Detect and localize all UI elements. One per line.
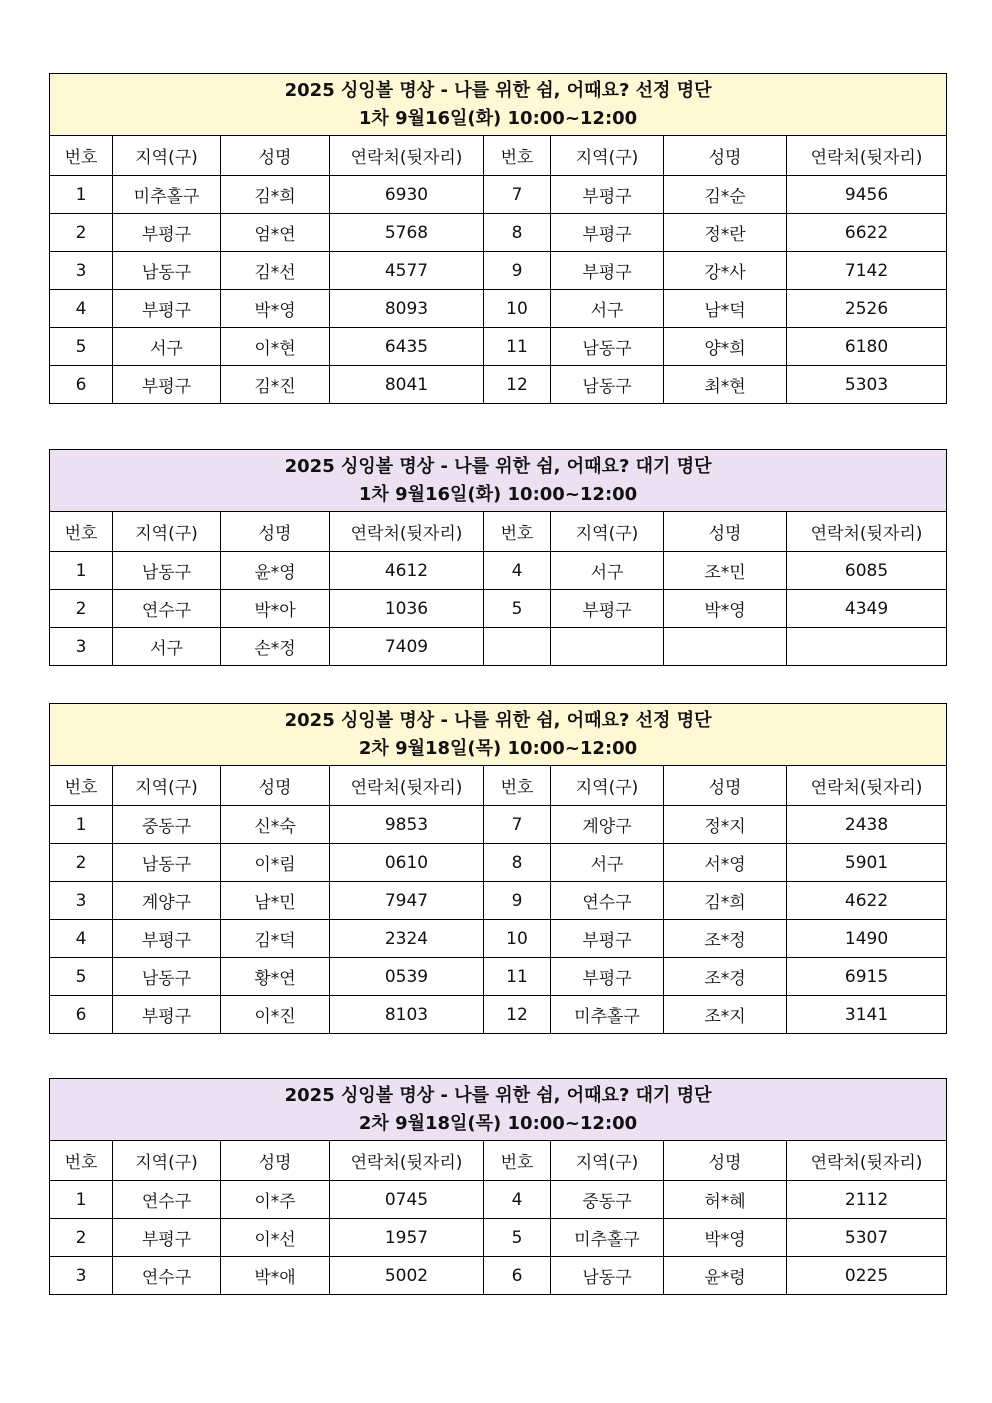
table-cell: 5 bbox=[484, 1219, 551, 1257]
table-cell: 5307 bbox=[787, 1219, 947, 1257]
list-table bbox=[49, 449, 947, 666]
table-cell: 손*정 bbox=[221, 628, 330, 666]
header-cell: 연락처(뒷자리) bbox=[787, 512, 947, 552]
table-cell: 남동구 bbox=[551, 328, 664, 366]
table-cell: 최*현 bbox=[664, 366, 787, 404]
table-row bbox=[50, 844, 947, 882]
table-cell: 남동구 bbox=[113, 552, 221, 590]
table-row bbox=[50, 290, 947, 328]
table-cell: 5 bbox=[50, 328, 113, 366]
table-row bbox=[50, 214, 947, 252]
table-title bbox=[50, 74, 947, 136]
header-cell: 지역(구) bbox=[113, 1141, 221, 1181]
table-cell: 미추홀구 bbox=[551, 996, 664, 1034]
table-cell: 신*숙 bbox=[221, 806, 330, 844]
table-cell: 8103 bbox=[330, 996, 484, 1034]
table-cell: 6 bbox=[50, 366, 113, 404]
table-cell: 부평구 bbox=[551, 958, 664, 996]
title-line-1: 2025 싱잉볼 명상 - 나를 위한 쉼, 어때요? 선정 명단 bbox=[284, 79, 712, 101]
table-cell: 4622 bbox=[787, 882, 947, 920]
table-row bbox=[50, 252, 947, 290]
header-cell: 성명 bbox=[664, 1141, 787, 1181]
header-cell: 지역(구) bbox=[551, 512, 664, 552]
table-cell: 8041 bbox=[330, 366, 484, 404]
table-cell: 12 bbox=[484, 996, 551, 1034]
table-cell: 2 bbox=[50, 1219, 113, 1257]
table-cell bbox=[664, 628, 787, 666]
title-line-1: 2025 싱잉볼 명상 - 나를 위한 쉼, 어때요? 대기 명단 bbox=[284, 455, 712, 477]
table-cell: 서구 bbox=[551, 552, 664, 590]
header-cell: 번호 bbox=[50, 1141, 113, 1181]
header-cell: 성명 bbox=[664, 512, 787, 552]
table-cell: 중동구 bbox=[551, 1181, 664, 1219]
table-cell: 0225 bbox=[787, 1257, 947, 1295]
table-cell: 정*란 bbox=[664, 214, 787, 252]
table-cell: 부평구 bbox=[551, 214, 664, 252]
title-line-2: 2차 9월18일(목) 10:00~12:00 bbox=[358, 1112, 638, 1134]
title-line-1: 2025 싱잉볼 명상 - 나를 위한 쉼, 어때요? 선정 명단 bbox=[284, 709, 712, 731]
table-cell: 조*경 bbox=[664, 958, 787, 996]
header-cell: 연락처(뒷자리) bbox=[330, 1141, 484, 1181]
table-row bbox=[50, 366, 947, 404]
table-cell: 남*덕 bbox=[664, 290, 787, 328]
table-cell: 김*희 bbox=[664, 882, 787, 920]
table-cell: 6930 bbox=[330, 176, 484, 214]
table-cell: 박*영 bbox=[664, 1219, 787, 1257]
table-cell: 4 bbox=[484, 1181, 551, 1219]
header-cell: 번호 bbox=[484, 766, 551, 806]
table-cell: 연수구 bbox=[551, 882, 664, 920]
table-cell: 박*애 bbox=[221, 1257, 330, 1295]
table-cell: 중동구 bbox=[113, 806, 221, 844]
table-cell: 계양구 bbox=[551, 806, 664, 844]
table-cell: 6915 bbox=[787, 958, 947, 996]
header-row bbox=[50, 766, 947, 806]
table-cell: 0539 bbox=[330, 958, 484, 996]
table-cell: 남동구 bbox=[551, 366, 664, 404]
table-cell bbox=[551, 628, 664, 666]
table-cell: 5303 bbox=[787, 366, 947, 404]
table-cell: 6180 bbox=[787, 328, 947, 366]
header-cell: 성명 bbox=[221, 1141, 330, 1181]
table-row bbox=[50, 328, 947, 366]
table-cell: 1036 bbox=[330, 590, 484, 628]
table-cell: 3141 bbox=[787, 996, 947, 1034]
title-line-2: 1차 9월16일(화) 10:00~12:00 bbox=[358, 483, 638, 505]
table-cell: 2526 bbox=[787, 290, 947, 328]
table-cell: 연수구 bbox=[113, 1257, 221, 1295]
table-cell: 9456 bbox=[787, 176, 947, 214]
table-cell: 1490 bbox=[787, 920, 947, 958]
table-cell: 황*연 bbox=[221, 958, 330, 996]
table-cell: 2 bbox=[50, 844, 113, 882]
table-cell: 부평구 bbox=[113, 214, 221, 252]
table-cell: 6 bbox=[50, 996, 113, 1034]
table-cell: 윤*령 bbox=[664, 1257, 787, 1295]
table-row bbox=[50, 920, 947, 958]
table-cell: 4349 bbox=[787, 590, 947, 628]
table-cell: 박*영 bbox=[664, 590, 787, 628]
table-cell: 4612 bbox=[330, 552, 484, 590]
table-cell: 남동구 bbox=[113, 958, 221, 996]
table-cell: 이*림 bbox=[221, 844, 330, 882]
table-cell: 박*영 bbox=[221, 290, 330, 328]
table-cell: 3 bbox=[50, 628, 113, 666]
title-line-2: 1차 9월16일(화) 10:00~12:00 bbox=[358, 107, 638, 129]
title-line-1: 2025 싱잉볼 명상 - 나를 위한 쉼, 어때요? 대기 명단 bbox=[284, 1084, 712, 1106]
header-cell: 성명 bbox=[221, 766, 330, 806]
table-cell: 1 bbox=[50, 1181, 113, 1219]
table-cell: 2438 bbox=[787, 806, 947, 844]
table-cell: 부평구 bbox=[551, 176, 664, 214]
table-row bbox=[50, 958, 947, 996]
table-cell: 미추홀구 bbox=[551, 1219, 664, 1257]
table-cell: 8093 bbox=[330, 290, 484, 328]
table-row bbox=[50, 1219, 947, 1257]
header-cell: 번호 bbox=[50, 136, 113, 176]
header-cell: 지역(구) bbox=[113, 512, 221, 552]
table-cell: 2112 bbox=[787, 1181, 947, 1219]
table-cell: 박*아 bbox=[221, 590, 330, 628]
table-cell: 미추홀구 bbox=[113, 176, 221, 214]
table-cell: 4 bbox=[50, 290, 113, 328]
table-cell: 서구 bbox=[551, 290, 664, 328]
table-cell: 부평구 bbox=[113, 366, 221, 404]
table-cell: 김*희 bbox=[221, 176, 330, 214]
header-cell: 성명 bbox=[664, 766, 787, 806]
table-cell: 11 bbox=[484, 328, 551, 366]
table-cell: 서*영 bbox=[664, 844, 787, 882]
table-cell: 8 bbox=[484, 844, 551, 882]
table-cell: 3 bbox=[50, 252, 113, 290]
table-cell: 부평구 bbox=[551, 252, 664, 290]
header-cell: 번호 bbox=[50, 512, 113, 552]
table-cell: 조*지 bbox=[664, 996, 787, 1034]
table-cell: 1 bbox=[50, 552, 113, 590]
table-cell: 6622 bbox=[787, 214, 947, 252]
table-cell: 남동구 bbox=[113, 252, 221, 290]
table-cell: 남*민 bbox=[221, 882, 330, 920]
table-cell: 1957 bbox=[330, 1219, 484, 1257]
table-cell: 서구 bbox=[551, 844, 664, 882]
table-cell: 이*현 bbox=[221, 328, 330, 366]
table-cell: 연수구 bbox=[113, 590, 221, 628]
table-cell: 6435 bbox=[330, 328, 484, 366]
table-cell: 양*희 bbox=[664, 328, 787, 366]
table-cell: 남동구 bbox=[113, 844, 221, 882]
table-cell: 강*사 bbox=[664, 252, 787, 290]
header-cell: 지역(구) bbox=[551, 766, 664, 806]
table-cell: 김*순 bbox=[664, 176, 787, 214]
table-cell: 조*정 bbox=[664, 920, 787, 958]
table-cell: 2 bbox=[50, 214, 113, 252]
table-row bbox=[50, 806, 947, 844]
header-cell: 연락처(뒷자리) bbox=[330, 512, 484, 552]
table-cell: 4577 bbox=[330, 252, 484, 290]
table-cell: 서구 bbox=[113, 328, 221, 366]
table-cell: 7947 bbox=[330, 882, 484, 920]
table-cell: 조*민 bbox=[664, 552, 787, 590]
list-table bbox=[49, 1078, 947, 1295]
header-cell: 지역(구) bbox=[113, 136, 221, 176]
header-cell: 번호 bbox=[484, 1141, 551, 1181]
header-row bbox=[50, 512, 947, 552]
header-row bbox=[50, 1141, 947, 1181]
table-cell: 연수구 bbox=[113, 1181, 221, 1219]
header-cell: 연락처(뒷자리) bbox=[787, 766, 947, 806]
table-row bbox=[50, 552, 947, 590]
table-cell: 4 bbox=[484, 552, 551, 590]
selected-list-round2 bbox=[49, 703, 946, 1034]
table-row bbox=[50, 176, 947, 214]
table-row bbox=[50, 1257, 947, 1295]
list-table bbox=[49, 703, 947, 1034]
table-cell: 2 bbox=[50, 590, 113, 628]
table-cell: 0610 bbox=[330, 844, 484, 882]
table-cell: 6 bbox=[484, 1257, 551, 1295]
table-cell: 6085 bbox=[787, 552, 947, 590]
table-cell: 3 bbox=[50, 1257, 113, 1295]
table-cell: 12 bbox=[484, 366, 551, 404]
table-cell: 9 bbox=[484, 882, 551, 920]
table-cell: 계양구 bbox=[113, 882, 221, 920]
table-cell: 8 bbox=[484, 214, 551, 252]
table-cell bbox=[484, 628, 551, 666]
header-cell: 성명 bbox=[221, 512, 330, 552]
table-cell: 정*지 bbox=[664, 806, 787, 844]
table-cell: 10 bbox=[484, 290, 551, 328]
header-cell: 지역(구) bbox=[551, 136, 664, 176]
table-cell: 5 bbox=[484, 590, 551, 628]
list-table bbox=[49, 73, 947, 404]
table-row bbox=[50, 882, 947, 920]
header-cell: 연락처(뒷자리) bbox=[330, 766, 484, 806]
table-cell: 부평구 bbox=[551, 590, 664, 628]
table-cell: 5901 bbox=[787, 844, 947, 882]
table-cell: 7 bbox=[484, 176, 551, 214]
table-cell: 5002 bbox=[330, 1257, 484, 1295]
table-cell: 부평구 bbox=[113, 290, 221, 328]
table-cell: 부평구 bbox=[551, 920, 664, 958]
table-cell: 부평구 bbox=[113, 996, 221, 1034]
title-line-2: 2차 9월18일(목) 10:00~12:00 bbox=[358, 737, 638, 759]
header-cell: 연락처(뒷자리) bbox=[787, 136, 947, 176]
table-title bbox=[50, 704, 947, 766]
table-row bbox=[50, 996, 947, 1034]
header-cell: 지역(구) bbox=[113, 766, 221, 806]
table-cell: 부평구 bbox=[113, 1219, 221, 1257]
header-cell: 성명 bbox=[221, 136, 330, 176]
table-cell: 서구 bbox=[113, 628, 221, 666]
header-cell: 번호 bbox=[484, 136, 551, 176]
table-cell: 1 bbox=[50, 176, 113, 214]
table-cell: 3 bbox=[50, 882, 113, 920]
table-cell: 9853 bbox=[330, 806, 484, 844]
table-cell: 허*혜 bbox=[664, 1181, 787, 1219]
header-cell: 성명 bbox=[664, 136, 787, 176]
header-row bbox=[50, 136, 947, 176]
table-cell: 5768 bbox=[330, 214, 484, 252]
table-cell: 이*주 bbox=[221, 1181, 330, 1219]
waiting-list-round2 bbox=[49, 1078, 946, 1295]
table-cell: 7 bbox=[484, 806, 551, 844]
table-row bbox=[50, 1181, 947, 1219]
table-cell: 7142 bbox=[787, 252, 947, 290]
waiting-list-round1 bbox=[49, 449, 946, 666]
table-cell: 이*진 bbox=[221, 996, 330, 1034]
table-cell: 11 bbox=[484, 958, 551, 996]
table-cell: 7409 bbox=[330, 628, 484, 666]
table-title bbox=[50, 450, 947, 512]
table-cell: 남동구 bbox=[551, 1257, 664, 1295]
table-row bbox=[50, 590, 947, 628]
table-cell: 2324 bbox=[330, 920, 484, 958]
table-cell: 부평구 bbox=[113, 920, 221, 958]
header-cell: 연락처(뒷자리) bbox=[787, 1141, 947, 1181]
header-cell: 번호 bbox=[484, 512, 551, 552]
header-cell: 번호 bbox=[50, 766, 113, 806]
header-cell: 지역(구) bbox=[551, 1141, 664, 1181]
table-cell: 0745 bbox=[330, 1181, 484, 1219]
table-cell: 김*선 bbox=[221, 252, 330, 290]
table-cell: 윤*영 bbox=[221, 552, 330, 590]
selected-list-round1 bbox=[49, 73, 946, 404]
table-cell: 엄*연 bbox=[221, 214, 330, 252]
table-cell: 김*덕 bbox=[221, 920, 330, 958]
table-cell bbox=[787, 628, 947, 666]
table-cell: 4 bbox=[50, 920, 113, 958]
table-cell: 10 bbox=[484, 920, 551, 958]
table-row bbox=[50, 628, 947, 666]
header-cell: 연락처(뒷자리) bbox=[330, 136, 484, 176]
table-cell: 5 bbox=[50, 958, 113, 996]
table-title bbox=[50, 1079, 947, 1141]
table-cell: 이*선 bbox=[221, 1219, 330, 1257]
table-cell: 9 bbox=[484, 252, 551, 290]
table-cell: 1 bbox=[50, 806, 113, 844]
table-cell: 김*진 bbox=[221, 366, 330, 404]
